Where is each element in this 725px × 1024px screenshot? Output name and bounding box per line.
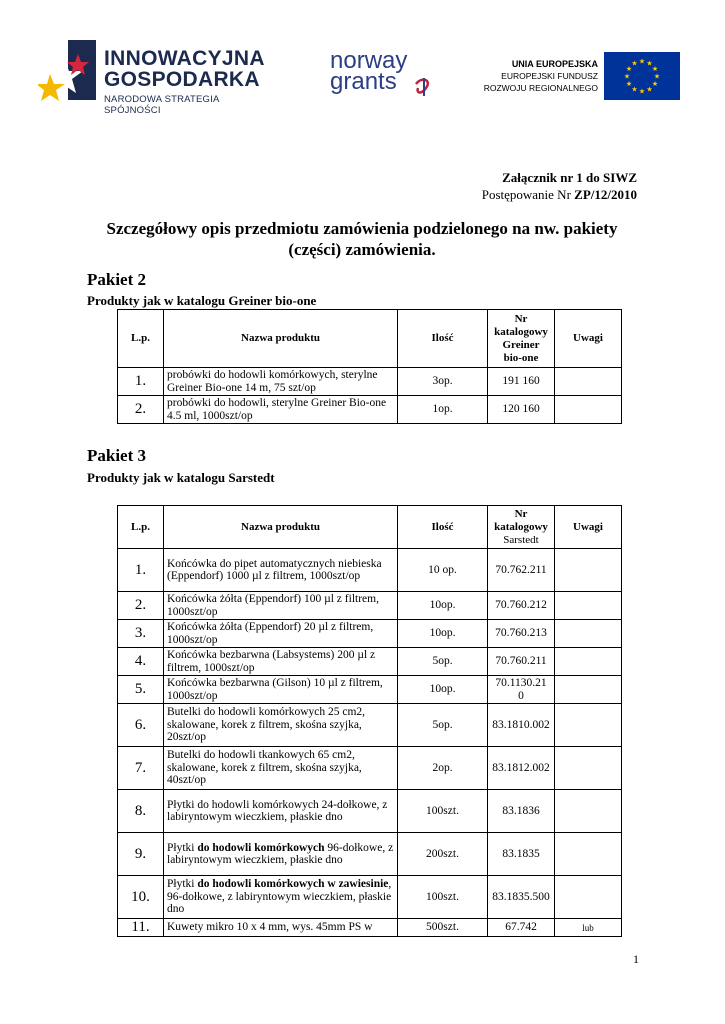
row-lp: 2. [118,396,164,424]
table-row [118,620,622,648]
table-row [118,919,622,937]
eu-line2: EUROPEJSKI FUNDUSZ [501,71,598,81]
col-qty: Ilość [398,310,488,368]
row-lp: 6. [118,704,164,747]
row-remarks [555,592,622,620]
table-row [118,704,622,747]
row-lp: 3. [118,620,164,648]
col-name: Nazwa produktu [164,310,398,368]
procedure-number: ZP/12/2010 [574,187,637,202]
row-product-name: Końcówka żółta (Eppendorf) 20 µl z filtrem, 1000szt/op [164,620,398,648]
pakiet3-subheading: Produkty jak w katalogu Sarstedt [87,470,275,485]
row-remarks [555,620,622,648]
row-catalog-number: 67.742 [488,919,555,937]
pakiet3-heading: Pakiet 3 [87,446,147,465]
row-quantity: 10op. [398,676,488,704]
col-catalog: Nr katalogowy Greiner bio-one [488,310,555,368]
row-product-name: Końcówka bezbarwna (Gilson) 10 µl z filtrem, 1000szt/op [164,676,398,704]
row-catalog-number: 120 160 [488,396,555,424]
row-product-name: Płytki do hodowli komórkowych 24-dołkowe, z labiryntowym wieczkiem, płaskie dno [164,790,398,833]
table-header-row [118,506,622,549]
table-row [118,833,622,876]
eu-star-icon: ★ [646,85,653,94]
attachment-label: Załącznik nr 1 do SIWZ [502,170,637,185]
col-lp: L.p. [118,310,164,368]
row-quantity: 500szt. [398,919,488,937]
row-lp: 9. [118,833,164,876]
row-lp: 11. [118,919,164,937]
col-catalog: Nr katalogowy Sarstedt [488,506,555,549]
row-catalog-number: 70.760.212 [488,592,555,620]
col-name: Nazwa produktu [164,506,398,549]
page-number: 1 [633,952,639,966]
eu-star-icon: ★ [638,87,646,96]
row-lp: 1. [118,368,164,396]
table-row [118,747,622,790]
row-product-name [164,876,398,919]
row-catalog-number: 191 160 [488,368,555,396]
row-catalog-number: 83.1812.002 [488,747,555,790]
procedure-label: Postępowanie Nr [481,187,571,202]
table-row [118,876,622,919]
row-product-name: Końcówka bezbarwna (Labsystems) 200 µl z filtrem, 1000szt/op [164,648,398,676]
row-name-suffix: , 96-dołkowe, z labiryntowym wieczkiem, płaskie dno [167,878,392,916]
table-row [118,396,622,424]
row-product-name: Kuwety mikro 10 x 4 mm, wys. 45mm PS w [164,919,398,937]
row-quantity: 10 op. [398,549,488,592]
table-row [118,676,622,704]
row-remarks [555,833,622,876]
row-remarks [555,676,622,704]
row-catalog-number: 70.762.211 [488,549,555,592]
ng-line1: norway [330,47,408,74]
pakiet2-table [117,309,622,424]
row-name-prefix: Płytki [167,841,198,854]
col-remarks: Uwagi [555,506,622,549]
pakiet2-subheading: Produkty jak w katalogu Greiner bio-one [87,293,317,308]
norway-grants-logo [330,47,440,102]
innowacyjna-gospodarka-star-icon [38,38,98,113]
eu-star-icon: ★ [625,65,633,73]
row-remarks [555,368,622,396]
row-name-bold: do hodowli komórkowych w zawiesinie [197,878,389,891]
row-catalog-number: 70.1130.21 0 [488,676,555,704]
row-catalog-number: 83.1836 [488,790,555,833]
row-lp: 2. [118,592,164,620]
row-catalog-number: 70.760.211 [488,648,555,676]
row-quantity: 100szt. [398,876,488,919]
eu-flag-icon [604,52,680,100]
table-row [118,592,622,620]
table-row [118,648,622,676]
col-lp: L.p. [118,506,164,549]
row-lp: 4. [118,648,164,676]
eu-line1: UNIA EUROPEJSKA [511,59,598,69]
row-quantity: 100szt. [398,790,488,833]
row-quantity: 5op. [398,704,488,747]
row-lp: 7. [118,747,164,790]
row-product-name: Butelki do hodowli tkankowych 65 cm2, skalowane, korek z filtrem, skośna szyjka, 40szt/op [164,747,398,790]
eu-star-icon: ★ [646,59,653,68]
eu-star-icon: ★ [653,72,661,81]
table-row [118,549,622,592]
eu-star-icon: ★ [631,85,638,94]
norway-grants-swirl-icon [414,74,434,98]
ig-line3: NARODOWA STRATEGIA SPÓJNOŚCI [104,94,219,116]
row-quantity: 10op. [398,592,488,620]
row-remarks [555,790,622,833]
eu-star-icon: ★ [631,59,638,68]
table-row [118,790,622,833]
row-product-name [164,833,398,876]
row-remarks [555,549,622,592]
row-catalog-number: 83.1810.002 [488,704,555,747]
title-line2: (części) zamówienia. [288,240,436,259]
pakiet2-heading: Pakiet 2 [87,270,147,289]
row-remarks [555,747,622,790]
row-catalog-number: 83.1835.500 [488,876,555,919]
innowacyjna-gospodarka-logo [38,38,278,118]
col-qty: Ilość [398,506,488,549]
ng-line2: grants [330,68,397,95]
row-product-name: Końcówka do pipet automatycznych niebieska (Eppendorf) 1000 µl z filtrem, 1000szt/op [164,549,398,592]
row-quantity: 2op. [398,747,488,790]
eu-star-icon: ★ [623,72,631,81]
title-line1: Szczegółowy opis przedmiotu zamówienia podzielonego na nw. pakiety [106,219,618,238]
pakiet3-table [117,505,622,937]
row-name-bold: do hodowli komórkowych [197,841,325,854]
row-product-name: probówki do hodowli, sterylne Greiner Bio-one 4.5 ml, 1000szt/op [164,396,398,424]
row-remarks [555,396,622,424]
row-catalog-number: 70.760.213 [488,620,555,648]
eu-line3: ROZWOJU REGIONALNEGO [483,83,598,93]
eu-star-icon: ★ [638,57,646,66]
row-product-name: Końcówka żółta (Eppendorf) 100 µl z filtrem, 1000szt/op [164,592,398,620]
row-name-prefix: Płytki [167,878,198,891]
row-remarks [555,648,622,676]
row-lp: 8. [118,790,164,833]
row-quantity: 1op. [398,396,488,424]
row-remarks [555,704,622,747]
row-product-name: probówki do hodowli komórkowych, sterylne Greiner Bio-one 14 m, 75 szt/op [164,368,398,396]
row-lp: 5. [118,676,164,704]
page-title [86,218,638,260]
row-catalog-number: 83.1835 [488,833,555,876]
col-remarks: Uwagi [555,310,622,368]
row-quantity: 200szt. [398,833,488,876]
eu-star-icon: ★ [651,80,659,88]
ig-line2: GOSPODARKA [104,68,260,91]
row-lp: 10. [118,876,164,919]
table-row [118,368,622,396]
row-quantity: 3op. [398,368,488,396]
row-product-name: Butelki do hodowli komórkowych 25 cm2, skalowane, korek z filtrem, skośna szyjka, 20szt/op [164,704,398,747]
table-header-row [118,310,622,368]
row-quantity: 5op. [398,648,488,676]
row-quantity: 10op. [398,620,488,648]
row-lp: 1. [118,549,164,592]
ig-line1: INNOWACYJNA [104,47,265,70]
eu-logo [483,52,680,102]
eu-star-icon: ★ [651,65,659,73]
row-remarks [555,876,622,919]
document-reference [482,169,637,203]
eu-star-icon: ★ [625,80,633,88]
row-name-suffix: 96-dołkowe, z labiryntowym wieczkiem, płaskie dno [167,841,394,866]
row-remarks: lub [555,919,622,937]
